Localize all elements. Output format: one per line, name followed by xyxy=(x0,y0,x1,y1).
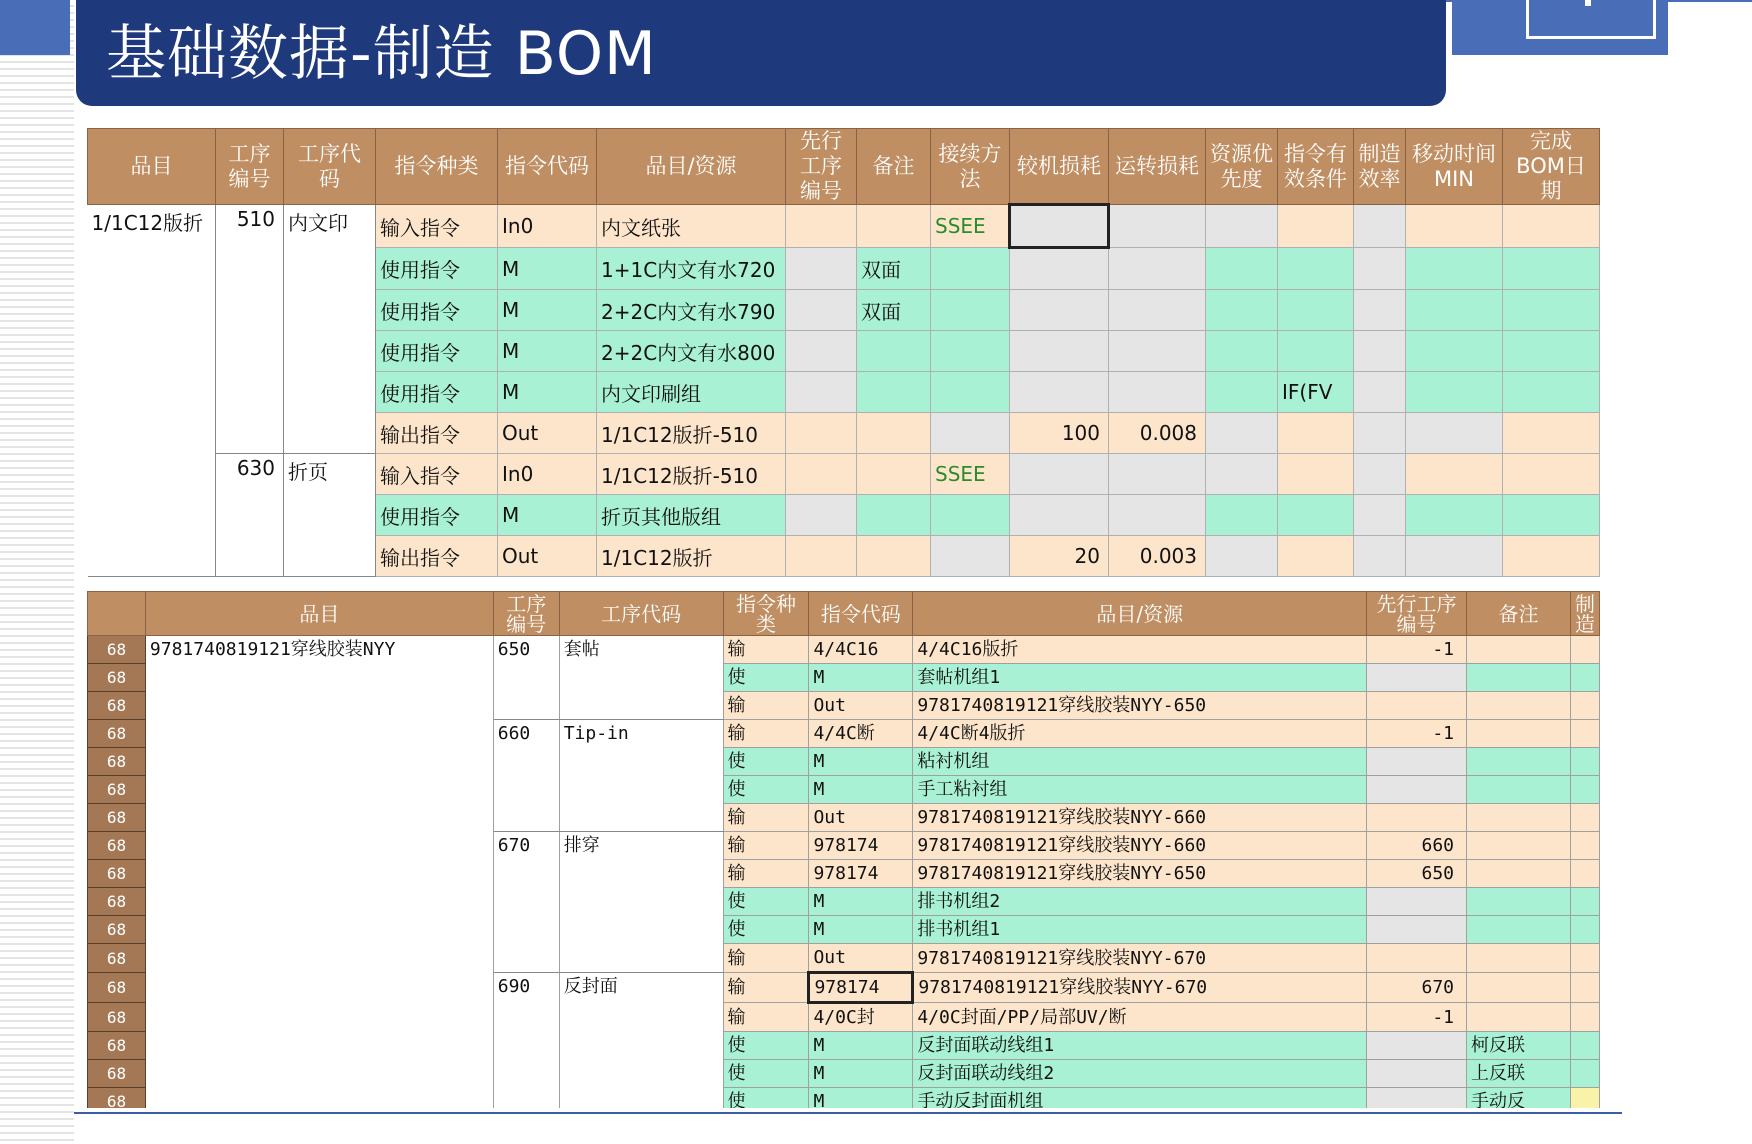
prev-op-cell[interactable] xyxy=(786,205,857,248)
column-header[interactable]: 先行工序编号 xyxy=(1367,592,1467,636)
efficiency-cell[interactable] xyxy=(1354,454,1406,495)
column-header[interactable]: 较机损耗 xyxy=(1010,129,1109,205)
setup-loss-cell[interactable] xyxy=(1010,248,1109,290)
prev-op-cell[interactable] xyxy=(1367,748,1467,776)
note-cell[interactable]: 双面 xyxy=(857,248,931,290)
resource-cell[interactable]: 4/4C断4版折 xyxy=(913,720,1367,748)
mfg-cell[interactable] xyxy=(1570,888,1599,916)
instruction-type-cell[interactable]: 输 xyxy=(723,692,809,720)
resource-cell[interactable]: 4/4C16版折 xyxy=(913,636,1367,664)
prev-op-cell[interactable] xyxy=(1367,1060,1467,1088)
column-header[interactable]: 指令有效条件 xyxy=(1278,129,1354,205)
instruction-type-cell[interactable]: 输 xyxy=(723,944,809,973)
prev-op-cell[interactable] xyxy=(1367,1088,1467,1109)
prev-op-cell[interactable]: -1 xyxy=(1367,1003,1467,1032)
resource-cell[interactable]: 内文印刷组 xyxy=(597,372,786,413)
prev-op-cell[interactable]: 660 xyxy=(1367,832,1467,860)
move-time-cell[interactable] xyxy=(1406,454,1503,495)
bom-date-cell[interactable] xyxy=(1503,331,1600,372)
instruction-code-cell[interactable]: M xyxy=(809,748,913,776)
setup-loss-cell-selected[interactable] xyxy=(1010,205,1109,248)
resource-cell[interactable]: 内文纸张 xyxy=(597,205,786,248)
mfg-cell[interactable] xyxy=(1570,973,1599,1003)
column-header[interactable]: 备注 xyxy=(857,129,931,205)
instruction-code-cell[interactable]: 4/4C16 xyxy=(809,636,913,664)
prev-op-cell[interactable] xyxy=(786,495,857,536)
bom-date-cell[interactable] xyxy=(1503,248,1600,290)
run-loss-cell[interactable] xyxy=(1109,331,1206,372)
setup-loss-cell[interactable] xyxy=(1010,331,1109,372)
instruction-type-cell[interactable]: 输 xyxy=(723,804,809,832)
resource-cell[interactable]: 粘衬机组 xyxy=(913,748,1367,776)
column-header[interactable]: 制造 xyxy=(1570,592,1599,636)
bom-date-cell[interactable] xyxy=(1503,413,1600,454)
row-number[interactable]: 68 xyxy=(88,1032,146,1060)
run-loss-cell[interactable] xyxy=(1109,454,1206,495)
mfg-cell[interactable] xyxy=(1570,636,1599,664)
instruction-code-cell[interactable]: M xyxy=(809,916,913,944)
corner-frame xyxy=(1526,0,1656,39)
instruction-type-cell[interactable]: 输 xyxy=(723,860,809,888)
note-cell[interactable] xyxy=(1467,860,1571,888)
row-number[interactable]: 68 xyxy=(88,636,146,664)
prev-op-cell[interactable] xyxy=(1367,804,1467,832)
move-time-cell[interactable] xyxy=(1406,248,1503,290)
column-header[interactable]: 接续方法 xyxy=(931,129,1010,205)
note-cell[interactable]: 手动反 xyxy=(1467,1088,1571,1109)
instruction-code-cell[interactable]: 4/4C断 xyxy=(809,720,913,748)
priority-cell[interactable] xyxy=(1206,536,1278,577)
note-cell[interactable] xyxy=(857,331,931,372)
condition-cell[interactable] xyxy=(1278,205,1354,248)
row-number[interactable]: 68 xyxy=(88,1088,146,1109)
mfg-cell[interactable] xyxy=(1570,944,1599,973)
mfg-cell[interactable] xyxy=(1570,748,1599,776)
condition-cell[interactable] xyxy=(1278,454,1354,495)
note-cell[interactable] xyxy=(1467,832,1571,860)
instruction-code-cell[interactable]: In0 xyxy=(498,454,597,495)
operation-code-cell[interactable]: 排穿 xyxy=(559,832,723,973)
run-loss-cell[interactable] xyxy=(1109,290,1206,331)
slide-title: 基础数据-制造 BOM xyxy=(106,19,657,89)
column-header[interactable]: 资源优先度 xyxy=(1206,129,1278,205)
note-cell[interactable] xyxy=(1467,664,1571,692)
operation-number-cell[interactable]: 660 xyxy=(493,720,559,832)
note-cell[interactable] xyxy=(857,454,931,495)
row-number[interactable]: 68 xyxy=(88,692,146,720)
instruction-code-cell-selected[interactable]: 978174 xyxy=(809,973,913,1003)
column-header[interactable]: 工序代码 xyxy=(559,592,723,636)
row-number[interactable]: 68 xyxy=(88,1003,146,1032)
row-number[interactable]: 68 xyxy=(88,776,146,804)
prev-op-cell[interactable] xyxy=(786,331,857,372)
operation-code-cell[interactable]: 反封面 xyxy=(559,973,723,1109)
condition-cell[interactable] xyxy=(1278,536,1354,577)
resource-cell[interactable]: 9781740819121穿线胶装NYY-660 xyxy=(913,804,1367,832)
connection-cell[interactable]: SSEE xyxy=(931,205,1010,248)
instruction-code-cell[interactable]: M xyxy=(809,888,913,916)
mfg-cell[interactable] xyxy=(1570,804,1599,832)
prev-op-cell[interactable] xyxy=(786,454,857,495)
row-number[interactable]: 68 xyxy=(88,860,146,888)
resource-cell[interactable]: 2+2C内文有水800 xyxy=(597,331,786,372)
condition-cell[interactable] xyxy=(1278,290,1354,331)
connection-cell[interactable] xyxy=(931,290,1010,331)
prev-op-cell[interactable]: -1 xyxy=(1367,636,1467,664)
column-header[interactable]: 制造效率 xyxy=(1354,129,1406,205)
row-number[interactable]: 68 xyxy=(88,804,146,832)
efficiency-cell[interactable] xyxy=(1354,290,1406,331)
efficiency-cell[interactable] xyxy=(1354,205,1406,248)
note-cell[interactable] xyxy=(1467,776,1571,804)
operation-code-cell[interactable]: 套帖 xyxy=(559,636,723,720)
condition-cell[interactable] xyxy=(1278,413,1354,454)
mfg-cell[interactable] xyxy=(1570,916,1599,944)
resource-cell[interactable]: 1/1C12版折-510 xyxy=(597,413,786,454)
note-cell[interactable] xyxy=(857,205,931,248)
table-row xyxy=(88,205,1600,248)
condition-cell[interactable] xyxy=(1278,495,1354,536)
efficiency-cell[interactable] xyxy=(1354,372,1406,413)
operation-number-cell[interactable]: 650 xyxy=(493,636,559,720)
note-cell[interactable] xyxy=(857,495,931,536)
instruction-code-cell[interactable]: Out xyxy=(809,692,913,720)
prev-op-cell[interactable] xyxy=(1367,1032,1467,1060)
instruction-type-cell[interactable]: 输入指令 xyxy=(376,454,498,495)
connection-cell[interactable] xyxy=(931,331,1010,372)
mfg-cell[interactable] xyxy=(1570,832,1599,860)
run-loss-cell[interactable] xyxy=(1109,495,1206,536)
note-cell[interactable] xyxy=(1467,636,1571,664)
table-row xyxy=(88,636,1600,664)
prev-op-cell[interactable] xyxy=(1367,664,1467,692)
efficiency-cell[interactable] xyxy=(1354,536,1406,577)
column-header[interactable]: 指令代码 xyxy=(498,129,597,205)
column-header[interactable]: 工序编号 xyxy=(216,129,284,205)
instruction-code-cell[interactable]: M xyxy=(809,664,913,692)
left-blue-block xyxy=(0,0,70,55)
instruction-code-cell[interactable]: Out xyxy=(809,944,913,973)
instruction-type-cell[interactable]: 使 xyxy=(723,916,809,944)
instruction-code-cell[interactable]: M xyxy=(498,248,597,290)
connection-cell[interactable] xyxy=(931,413,1010,454)
resource-cell[interactable]: 排书机组2 xyxy=(913,888,1367,916)
instruction-type-cell[interactable]: 输 xyxy=(723,832,809,860)
move-time-cell[interactable] xyxy=(1406,495,1503,536)
note-cell[interactable] xyxy=(1467,973,1571,1003)
condition-cell[interactable] xyxy=(1278,248,1354,290)
connection-cell[interactable] xyxy=(931,495,1010,536)
column-header[interactable]: 备注 xyxy=(1467,592,1571,636)
instruction-type-cell[interactable]: 输 xyxy=(723,720,809,748)
prev-op-cell[interactable] xyxy=(786,413,857,454)
run-loss-cell[interactable] xyxy=(1109,372,1206,413)
prev-op-cell[interactable] xyxy=(1367,888,1467,916)
row-number[interactable]: 68 xyxy=(88,664,146,692)
prev-op-cell[interactable]: 670 xyxy=(1367,973,1467,1003)
instruction-type-cell[interactable]: 输 xyxy=(723,636,809,664)
resource-cell[interactable]: 1/1C12版折 xyxy=(597,536,786,577)
instruction-code-cell[interactable]: M xyxy=(809,776,913,804)
bom-table-lower-viewport xyxy=(87,591,1600,1108)
resource-cell[interactable]: 手动反封面机组 xyxy=(913,1088,1367,1109)
prev-op-cell[interactable] xyxy=(786,248,857,290)
priority-cell[interactable] xyxy=(1206,454,1278,495)
instruction-type-cell[interactable]: 使用指令 xyxy=(376,372,498,413)
left-stripes-decoration xyxy=(0,0,74,1144)
note-cell[interactable] xyxy=(857,413,931,454)
mfg-cell[interactable] xyxy=(1570,776,1599,804)
condition-cell[interactable]: IF(FV xyxy=(1278,372,1354,413)
row-number[interactable]: 68 xyxy=(88,888,146,916)
priority-cell[interactable] xyxy=(1206,331,1278,372)
efficiency-cell[interactable] xyxy=(1354,495,1406,536)
table-row xyxy=(88,454,1600,495)
note-cell[interactable]: 双面 xyxy=(857,290,931,331)
connection-cell[interactable] xyxy=(931,536,1010,577)
efficiency-cell[interactable] xyxy=(1354,413,1406,454)
operation-code-cell[interactable]: 折页 xyxy=(284,454,376,577)
resource-cell[interactable]: 排书机组1 xyxy=(913,916,1367,944)
instruction-code-cell[interactable]: M xyxy=(498,290,597,331)
prev-op-cell[interactable] xyxy=(1367,916,1467,944)
column-header[interactable]: 品目 xyxy=(88,129,216,205)
priority-cell[interactable] xyxy=(1206,205,1278,248)
mfg-cell[interactable] xyxy=(1570,720,1599,748)
operation-number-cell[interactable]: 510 xyxy=(216,205,284,454)
instruction-type-cell[interactable]: 使用指令 xyxy=(376,290,498,331)
instruction-code-cell[interactable]: M xyxy=(809,1088,913,1109)
prev-op-cell[interactable]: -1 xyxy=(1367,720,1467,748)
instruction-code-cell[interactable]: 978174 xyxy=(809,860,913,888)
note-cell[interactable] xyxy=(1467,720,1571,748)
priority-cell[interactable] xyxy=(1206,290,1278,331)
instruction-type-cell[interactable]: 使用指令 xyxy=(376,248,498,290)
efficiency-cell[interactable] xyxy=(1354,248,1406,290)
note-cell[interactable] xyxy=(1467,916,1571,944)
plus-icon xyxy=(1585,0,1591,6)
prev-op-cell[interactable] xyxy=(1367,776,1467,804)
instruction-type-cell[interactable]: 输 xyxy=(723,973,809,1003)
prev-op-cell[interactable] xyxy=(786,372,857,413)
resource-cell[interactable]: 9781740819121穿线胶装NYY-660 xyxy=(913,832,1367,860)
instruction-type-cell[interactable]: 输入指令 xyxy=(376,205,498,248)
run-loss-cell[interactable] xyxy=(1109,248,1206,290)
note-cell[interactable]: 柯反联 xyxy=(1467,1032,1571,1060)
row-header-corner[interactable] xyxy=(88,592,146,636)
mfg-cell[interactable] xyxy=(1570,1003,1599,1032)
prev-op-cell[interactable] xyxy=(786,290,857,331)
run-loss-cell[interactable] xyxy=(1109,205,1206,248)
note-cell[interactable]: 上反联 xyxy=(1467,1060,1571,1088)
move-time-cell[interactable] xyxy=(1406,331,1503,372)
mfg-cell[interactable] xyxy=(1570,1088,1599,1109)
bom-date-cell[interactable] xyxy=(1503,205,1600,248)
prev-op-cell[interactable]: 650 xyxy=(1367,860,1467,888)
mfg-cell[interactable] xyxy=(1570,1060,1599,1088)
note-cell[interactable] xyxy=(857,372,931,413)
instruction-code-cell[interactable]: Out xyxy=(498,413,597,454)
resource-cell[interactable]: 1+1C内文有水720 xyxy=(597,248,786,290)
move-time-cell[interactable] xyxy=(1406,372,1503,413)
note-cell[interactable] xyxy=(1467,888,1571,916)
connection-cell[interactable] xyxy=(931,248,1010,290)
column-header[interactable]: 品目 xyxy=(145,592,493,636)
operation-code-cell[interactable]: 内文印 xyxy=(284,205,376,454)
instruction-code-cell[interactable]: M xyxy=(498,372,597,413)
setup-loss-cell[interactable] xyxy=(1010,372,1109,413)
connection-cell[interactable] xyxy=(931,372,1010,413)
row-number[interactable]: 68 xyxy=(88,944,146,973)
prev-op-cell[interactable] xyxy=(1367,944,1467,973)
row-number[interactable]: 68 xyxy=(88,748,146,776)
instruction-code-cell[interactable]: Out xyxy=(809,804,913,832)
column-header[interactable]: 先行工序编号 xyxy=(786,129,857,205)
resource-cell[interactable]: 4/0C封面/PP/局部UV/断 xyxy=(913,1003,1367,1032)
column-header[interactable]: 工序代码 xyxy=(284,129,376,205)
bom-table-upper xyxy=(87,128,1600,577)
instruction-code-cell[interactable]: In0 xyxy=(498,205,597,248)
column-header[interactable]: 移动时间MIN xyxy=(1406,129,1503,205)
resource-cell[interactable]: 手工粘衬组 xyxy=(913,776,1367,804)
instruction-type-cell[interactable]: 输出指令 xyxy=(376,413,498,454)
move-time-cell[interactable] xyxy=(1406,536,1503,577)
bom-date-cell[interactable] xyxy=(1503,454,1600,495)
bom-date-cell[interactable] xyxy=(1503,536,1600,577)
instruction-code-cell[interactable]: Out xyxy=(498,536,597,577)
column-header[interactable]: 品目/资源 xyxy=(913,592,1367,636)
instruction-type-cell[interactable]: 使 xyxy=(723,748,809,776)
move-time-cell[interactable] xyxy=(1406,413,1503,454)
row-number[interactable]: 68 xyxy=(88,916,146,944)
move-time-cell[interactable] xyxy=(1406,205,1503,248)
instruction-code-cell[interactable]: M xyxy=(809,1032,913,1060)
instruction-type-cell[interactable]: 使 xyxy=(723,776,809,804)
setup-loss-cell[interactable]: 100 xyxy=(1010,413,1109,454)
resource-cell[interactable]: 反封面联动线组1 xyxy=(913,1032,1367,1060)
priority-cell[interactable] xyxy=(1206,413,1278,454)
row-number[interactable]: 68 xyxy=(88,973,146,1003)
resource-cell[interactable]: 1/1C12版折-510 xyxy=(597,454,786,495)
operation-number-cell[interactable]: 630 xyxy=(216,454,284,577)
resource-cell[interactable]: 2+2C内文有水790 xyxy=(597,290,786,331)
note-cell[interactable] xyxy=(1467,804,1571,832)
instruction-type-cell[interactable]: 使 xyxy=(723,1032,809,1060)
mfg-cell[interactable] xyxy=(1570,860,1599,888)
operation-code-cell[interactable]: Tip-in xyxy=(559,720,723,832)
title-bar xyxy=(76,0,1446,106)
instruction-type-cell[interactable]: 使 xyxy=(723,1060,809,1088)
mfg-cell[interactable] xyxy=(1570,664,1599,692)
instruction-type-cell[interactable]: 使用指令 xyxy=(376,331,498,372)
setup-loss-cell[interactable] xyxy=(1010,454,1109,495)
resource-cell[interactable]: 9781740819121穿线胶装NYY-670 xyxy=(913,944,1367,973)
setup-loss-cell[interactable] xyxy=(1010,495,1109,536)
mfg-cell[interactable] xyxy=(1570,1032,1599,1060)
instruction-code-cell[interactable]: M xyxy=(809,1060,913,1088)
move-time-cell[interactable] xyxy=(1406,290,1503,331)
column-header[interactable]: 指令种类 xyxy=(723,592,809,636)
instruction-type-cell[interactable]: 输 xyxy=(723,1003,809,1032)
note-cell[interactable] xyxy=(1467,748,1571,776)
priority-cell[interactable] xyxy=(1206,248,1278,290)
instruction-type-cell[interactable]: 使用指令 xyxy=(376,495,498,536)
resource-cell[interactable]: 反封面联动线组2 xyxy=(913,1060,1367,1088)
resource-cell[interactable]: 折页其他版组 xyxy=(597,495,786,536)
bom-date-cell[interactable] xyxy=(1503,290,1600,331)
item-cell[interactable]: 1/1C12版折 xyxy=(88,205,216,577)
run-loss-cell[interactable]: 0.003 xyxy=(1109,536,1206,577)
column-header[interactable]: 指令代码 xyxy=(809,592,913,636)
instruction-code-cell[interactable]: 4/0C封 xyxy=(809,1003,913,1032)
setup-loss-cell[interactable] xyxy=(1010,290,1109,331)
row-number[interactable]: 68 xyxy=(88,1060,146,1088)
bom-date-cell[interactable] xyxy=(1503,495,1600,536)
run-loss-cell[interactable]: 0.008 xyxy=(1109,413,1206,454)
table-header-row xyxy=(88,592,1600,636)
condition-cell[interactable] xyxy=(1278,331,1354,372)
instruction-type-cell[interactable]: 输出指令 xyxy=(376,536,498,577)
instruction-code-cell[interactable]: 978174 xyxy=(809,832,913,860)
bom-date-cell[interactable] xyxy=(1503,372,1600,413)
efficiency-cell[interactable] xyxy=(1354,331,1406,372)
priority-cell[interactable] xyxy=(1206,495,1278,536)
bottom-rule xyxy=(74,1112,1622,1114)
column-header[interactable]: 工序编号 xyxy=(493,592,559,636)
row-number[interactable]: 68 xyxy=(88,832,146,860)
mfg-cell[interactable] xyxy=(1570,692,1599,720)
column-header[interactable]: 指令种类 xyxy=(376,129,498,205)
operation-number-cell[interactable]: 670 xyxy=(493,832,559,973)
column-header[interactable]: 运转损耗 xyxy=(1109,129,1206,205)
instruction-code-cell[interactable]: M xyxy=(498,331,597,372)
resource-cell[interactable]: 套帖机组1 xyxy=(913,664,1367,692)
column-header[interactable]: 完成BOM日期 xyxy=(1503,129,1600,205)
item-cell[interactable]: 9781740819121穿线胶装NYY xyxy=(145,636,493,1109)
note-cell[interactable] xyxy=(1467,1003,1571,1032)
instruction-type-cell[interactable]: 使 xyxy=(723,888,809,916)
priority-cell[interactable] xyxy=(1206,372,1278,413)
row-number[interactable]: 68 xyxy=(88,720,146,748)
note-cell[interactable] xyxy=(857,536,931,577)
bom-table-lower xyxy=(87,591,1600,1108)
resource-cell[interactable]: 9781740819121穿线胶装NYY-650 xyxy=(913,860,1367,888)
corner-decoration xyxy=(1452,0,1668,55)
note-cell[interactable] xyxy=(1467,944,1571,973)
prev-op-cell[interactable] xyxy=(786,536,857,577)
resource-cell[interactable]: 9781740819121穿线胶装NYY-650 xyxy=(913,692,1367,720)
prev-op-cell[interactable] xyxy=(1367,692,1467,720)
connection-cell[interactable]: SSEE xyxy=(931,454,1010,495)
operation-number-cell[interactable]: 690 xyxy=(493,973,559,1109)
column-header[interactable]: 品目/资源 xyxy=(597,129,786,205)
instruction-code-cell[interactable]: M xyxy=(498,495,597,536)
setup-loss-cell[interactable]: 20 xyxy=(1010,536,1109,577)
instruction-type-cell[interactable]: 使 xyxy=(723,664,809,692)
table-header-row xyxy=(88,129,1600,205)
instruction-type-cell[interactable]: 使 xyxy=(723,1088,809,1109)
resource-cell[interactable]: 9781740819121穿线胶装NYY-670 xyxy=(913,973,1367,1003)
note-cell[interactable] xyxy=(1467,692,1571,720)
